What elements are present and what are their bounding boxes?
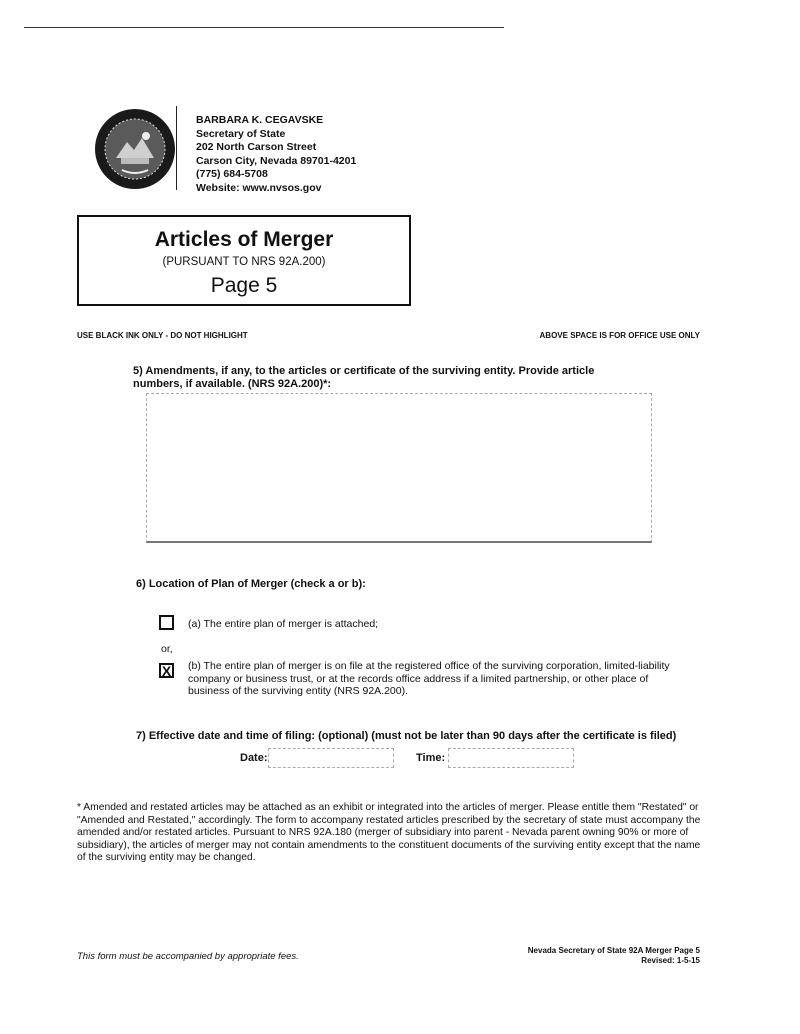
official-title: Secretary of State xyxy=(196,127,286,140)
section-7-label: 7) Effective date and time of filing: (optional) (must not be later than 90 days after the certificate is filed) xyxy=(136,730,677,742)
header-divider xyxy=(176,106,177,190)
page-number: Page 5 xyxy=(210,274,278,297)
or-label: or, xyxy=(161,643,173,655)
fees-note: This form must be accompanied by appropriate fees. xyxy=(77,951,299,962)
date-label: Date: xyxy=(240,752,268,764)
official-name: BARBARA K. CEGAVSKE xyxy=(196,114,324,126)
time-label: Time: xyxy=(416,752,446,764)
form-identifier: Nevada Secretary of State 92A Merger Page 5 xyxy=(527,946,700,955)
time-field[interactable] xyxy=(448,748,574,768)
state-seal-icon xyxy=(94,108,176,190)
option-b-checkbox[interactable]: X xyxy=(159,663,174,678)
phone-number: (775) 684-5708 xyxy=(196,168,268,181)
street-address: 202 North Carson Street xyxy=(196,141,317,154)
title-box xyxy=(77,215,411,306)
top-rule xyxy=(24,27,504,28)
option-a-label: (a) The entire plan of merger is attached; xyxy=(188,618,379,630)
revision-date: Revised: 1-5-15 xyxy=(641,956,700,965)
form-statute: (PURSUANT TO NRS 92A.200) xyxy=(162,256,326,268)
section-5-label: 5) Amendments, if any, to the articles or certificate of the surviving entity. Provide article numbers, if available. (NRS 92A.200)*: xyxy=(133,365,595,390)
office-address-block xyxy=(196,114,356,196)
option-a-checkbox[interactable] xyxy=(159,615,174,630)
form-title: Articles of Merger xyxy=(154,228,334,251)
footnote: * Amended and restated articles may be attached as an exhibit or integrated into the articles of merger. Please entitle them "Restated" or "Amended and Restated," accordingly. The form to accompany restated articles prescribed by the secretary of state must accompany the amended and/or restated articles. Pursuant to NRS 92A.180 (merger of subsidiary into parent - Nevada parent owning 90% or more of subsidiary), the articles of merger may not contain amendments to the constituent documents of the surviving entity except that the name of the surviving entity may be changed. xyxy=(77,802,701,864)
section-6-label: 6) Location of Plan of Merger (check a or b): xyxy=(136,578,366,590)
amendments-textarea[interactable] xyxy=(146,393,652,543)
office-use-note: ABOVE SPACE IS FOR OFFICE USE ONLY xyxy=(539,331,700,340)
date-field[interactable] xyxy=(268,748,394,768)
city-state-zip: Carson City, Nevada 89701-4201 xyxy=(196,154,357,167)
form-revision-block xyxy=(528,946,700,966)
ink-instruction: USE BLACK INK ONLY - DO NOT HIGHLIGHT xyxy=(77,331,248,340)
website: Website: www.nvsos.gov xyxy=(196,181,322,194)
option-b-label: (b) The entire plan of merger is on file at the registered office of the surviving corporation, limited-liability company or business trust, or at the records office address if a limited partnership, or other place of business of the surviving entity (NRS 92A.200). xyxy=(188,660,670,697)
